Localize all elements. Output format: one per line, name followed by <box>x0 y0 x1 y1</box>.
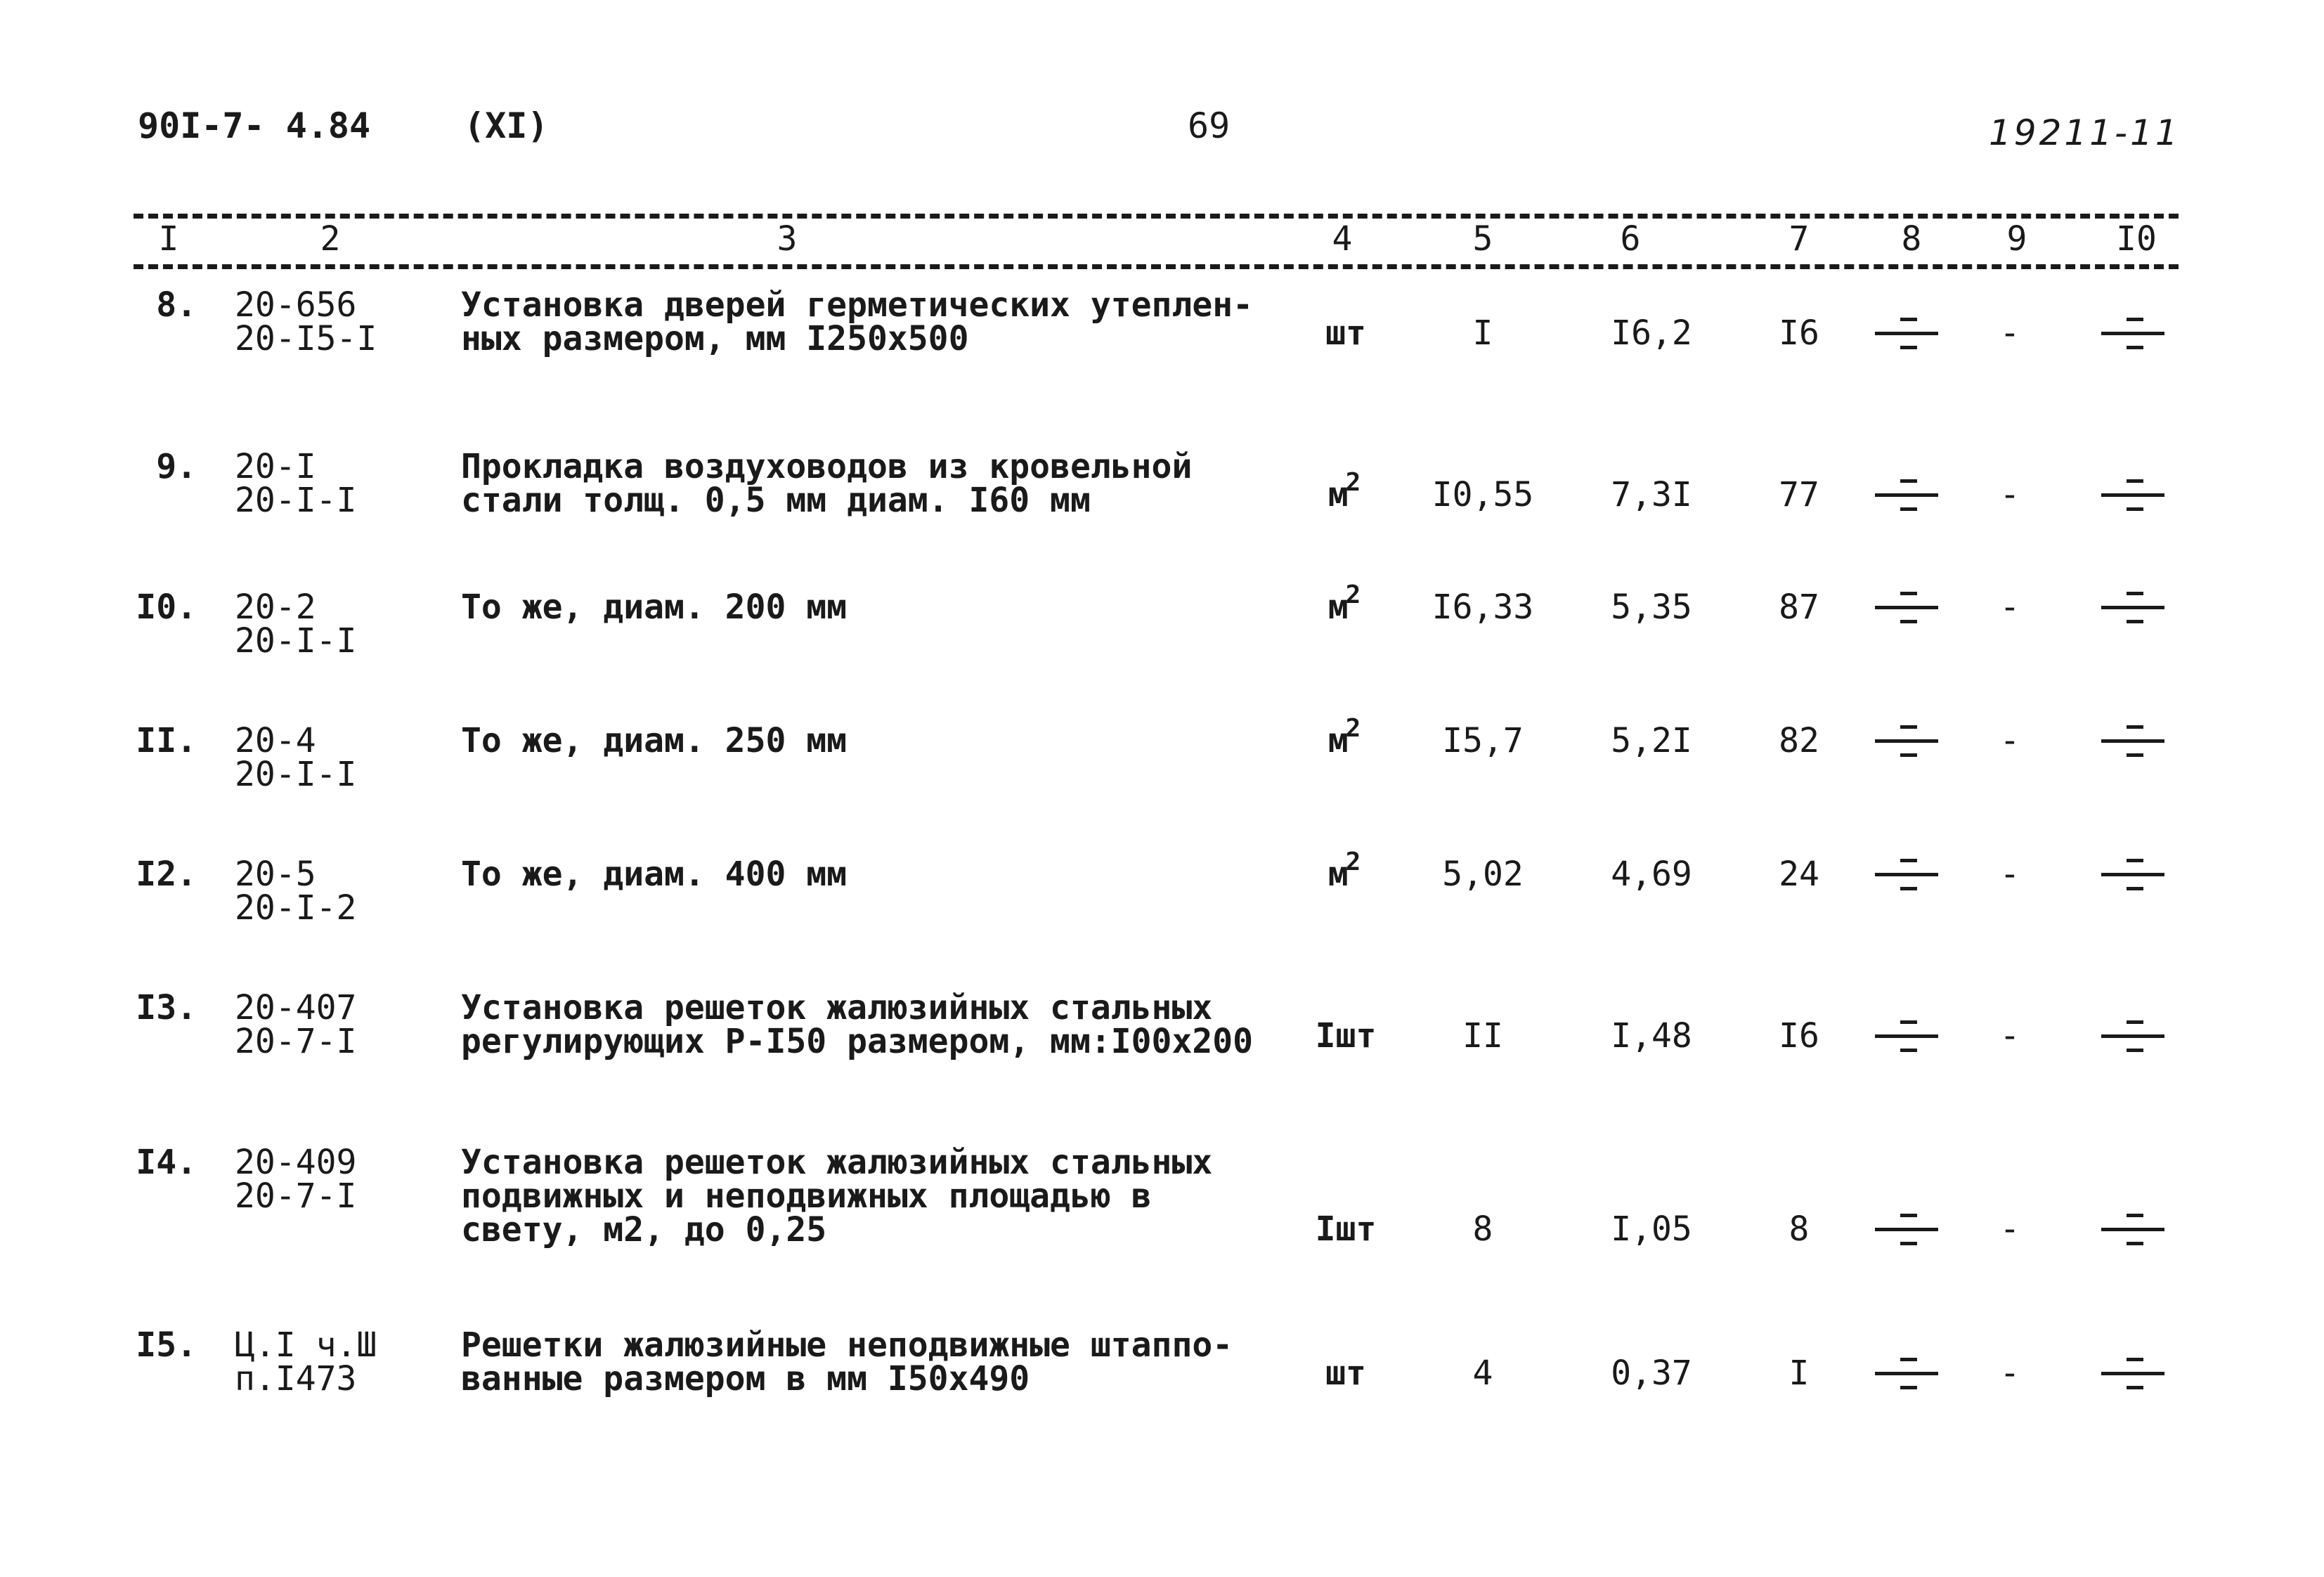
work-description: Прокладка воздуховодов из кровельной <box>461 447 1193 486</box>
estimate-code: 20-7-I <box>235 1176 357 1216</box>
column-number-1: I <box>158 219 179 259</box>
quantity: 8 <box>1472 1209 1493 1249</box>
ditto-stroke <box>2101 1228 2164 1231</box>
work-description: ванные размером в мм I50x490 <box>461 1359 1030 1398</box>
ditto-stroke <box>2127 1020 2143 1024</box>
ditto-stroke <box>2127 1049 2143 1052</box>
ditto-stroke <box>1875 873 1938 876</box>
quantity: 4 <box>1472 1354 1493 1393</box>
empty-value-dash: - <box>1999 475 2020 514</box>
ditto-stroke <box>1900 1049 1917 1052</box>
total-value: I6 <box>1779 313 1819 353</box>
ditto-stroke <box>2127 887 2143 890</box>
empty-value-dash: - <box>1999 588 2020 627</box>
ditto-stroke <box>1900 592 1917 595</box>
total-value: I6 <box>1779 1016 1819 1056</box>
estimate-code: 20-5 <box>235 855 316 894</box>
unit-of-measure <box>1293 1209 1398 1249</box>
unit-value: 0,37 <box>1611 1354 1692 1393</box>
work-description: То же, диам. 250 мм <box>461 721 848 760</box>
column-number-5: 5 <box>1472 219 1493 259</box>
ditto-stroke <box>2127 1214 2143 1217</box>
estimate-code: 20-I <box>235 447 316 486</box>
ditto-stroke <box>1875 1372 1938 1375</box>
estimate-code: 20-2 <box>235 588 316 627</box>
ditto-stroke <box>1875 1034 1938 1038</box>
ditto-mark <box>1875 586 1938 628</box>
column-number-10: I0 <box>2116 219 2157 259</box>
ditto-stroke <box>2101 1034 2164 1038</box>
unit-of-measure <box>1293 468 1398 515</box>
ditto-stroke <box>1900 346 1917 349</box>
ditto-stroke <box>2101 1372 2164 1375</box>
unit-label: Iшт <box>1315 1016 1377 1056</box>
unit-of-measure <box>1293 313 1398 353</box>
ditto-stroke <box>1900 1358 1917 1361</box>
ditto-stroke <box>2127 592 2143 595</box>
unit-value: 5,2I <box>1611 721 1692 760</box>
column-number-2: 2 <box>320 219 341 259</box>
quantity: I0,55 <box>1432 475 1534 514</box>
ditto-stroke <box>2101 332 2164 335</box>
unit-value: 5,35 <box>1611 588 1692 627</box>
work-description: То же, диам. 400 мм <box>461 855 848 894</box>
ditto-mark <box>1875 312 1938 354</box>
ditto-stroke <box>1900 887 1917 890</box>
row-number: 8. <box>156 285 197 325</box>
ditto-stroke <box>1900 725 1917 729</box>
table-header-top-rule <box>134 214 2179 219</box>
ditto-mark <box>2101 1208 2164 1250</box>
ditto-stroke <box>2127 725 2143 729</box>
ditto-mark <box>2101 853 2164 895</box>
unit-label: м <box>1327 721 1349 760</box>
ditto-stroke <box>2101 739 2164 743</box>
work-description: То же, диам. 200 мм <box>461 588 848 627</box>
ditto-mark <box>1875 1015 1938 1057</box>
ditto-stroke <box>2127 620 2143 623</box>
ditto-stroke <box>2127 479 2143 483</box>
row-number: I2. <box>136 855 197 894</box>
unit-value: I6,2 <box>1611 313 1692 353</box>
work-description: Установка решеток жалюзийных стальных <box>461 1143 1213 1182</box>
unit-of-measure <box>1293 580 1398 628</box>
document-section: (XI) <box>464 105 549 146</box>
ditto-stroke <box>2127 318 2143 321</box>
ditto-mark <box>1875 720 1938 762</box>
ditto-stroke <box>2127 753 2143 757</box>
ditto-mark <box>2101 720 2164 762</box>
ditto-stroke <box>2101 606 2164 609</box>
empty-value-dash: - <box>1999 1209 2020 1249</box>
estimate-code: п.I473 <box>235 1359 357 1398</box>
total-value: I <box>1789 1354 1810 1393</box>
ditto-stroke <box>1875 332 1938 335</box>
estimate-code: 20-656 <box>235 285 357 325</box>
unit-exponent: 2 <box>1345 468 1361 497</box>
work-description: свету, м2, до 0,25 <box>461 1210 827 1250</box>
row-number: I3. <box>136 988 197 1027</box>
column-number-6: 6 <box>1620 219 1641 259</box>
ditto-stroke <box>2127 1242 2143 1245</box>
ditto-mark <box>1875 1352 1938 1394</box>
empty-value-dash: - <box>1999 1354 2020 1393</box>
unit-value: 4,69 <box>1611 855 1692 894</box>
ditto-stroke <box>1900 318 1917 321</box>
unit-of-measure <box>1293 1354 1398 1393</box>
estimate-code: 20-409 <box>235 1143 357 1182</box>
archive-number: 19211-11 <box>1989 112 2181 153</box>
ditto-mark <box>2101 586 2164 628</box>
estimate-code: 20-407 <box>235 988 357 1027</box>
quantity: I6,33 <box>1432 588 1534 627</box>
unit-value: I,05 <box>1611 1209 1692 1249</box>
estimate-code: 20-I5-I <box>235 319 377 358</box>
unit-exponent: 2 <box>1345 714 1361 743</box>
ditto-stroke <box>1900 1214 1917 1217</box>
ditto-mark <box>2101 1015 2164 1057</box>
unit-label: Iшт <box>1315 1209 1377 1249</box>
empty-value-dash: - <box>1999 721 2020 760</box>
ditto-stroke <box>2101 873 2164 876</box>
ditto-stroke <box>2127 1386 2143 1389</box>
unit-label: м <box>1327 475 1349 514</box>
unit-value: I,48 <box>1611 1016 1692 1056</box>
work-description: ных размером, мм I250x500 <box>461 319 969 358</box>
row-number: 9. <box>156 447 197 486</box>
column-number-7: 7 <box>1789 219 1810 259</box>
ditto-mark <box>1875 474 1938 516</box>
ditto-stroke <box>1900 1386 1917 1389</box>
ditto-stroke <box>1875 1228 1938 1231</box>
empty-value-dash: - <box>1999 313 2020 353</box>
ditto-mark <box>2101 312 2164 354</box>
column-number-3: 3 <box>777 219 798 259</box>
ditto-stroke <box>1900 479 1917 483</box>
column-number-8: 8 <box>1901 219 1922 259</box>
total-value: 77 <box>1779 475 1819 514</box>
unit-label: шт <box>1325 313 1366 353</box>
work-description: подвижных и неподвижных площадью в <box>461 1176 1152 1216</box>
ditto-stroke <box>2127 859 2143 862</box>
page-number: 69 <box>1188 105 1231 146</box>
row-number: I5. <box>136 1325 197 1365</box>
empty-value-dash: - <box>1999 1016 2020 1056</box>
empty-value-dash: - <box>1999 855 2020 894</box>
row-number: I4. <box>136 1143 197 1182</box>
document-code: 90I-7- 4.84 <box>138 105 371 146</box>
quantity: I <box>1472 313 1493 353</box>
work-description: стали толщ. 0,5 мм диам. I60 мм <box>461 481 1091 520</box>
total-value: 87 <box>1779 588 1819 627</box>
estimate-code: 20-I-I <box>235 755 357 794</box>
ditto-stroke <box>2101 493 2164 497</box>
estimate-code: 20-I-I <box>235 481 357 520</box>
column-number-9: 9 <box>2006 219 2027 259</box>
ditto-stroke <box>2127 346 2143 349</box>
row-number: I0. <box>136 588 197 627</box>
ditto-stroke <box>1900 859 1917 862</box>
unit-of-measure <box>1293 848 1398 895</box>
ditto-stroke <box>1900 1242 1917 1245</box>
total-value: 82 <box>1779 721 1819 760</box>
estimate-code: 20-7-I <box>235 1022 357 1061</box>
work-description: Установка решеток жалюзийных стальных <box>461 988 1213 1027</box>
ditto-stroke <box>1875 739 1938 743</box>
ditto-stroke <box>1875 493 1938 497</box>
unit-of-measure <box>1293 1016 1398 1056</box>
ditto-stroke <box>1900 1020 1917 1024</box>
table-header-bottom-rule <box>134 264 2179 269</box>
estimate-code: 20-I-I <box>235 621 357 661</box>
ditto-stroke <box>1900 507 1917 511</box>
ditto-mark <box>1875 853 1938 895</box>
estimate-code: Ц.I ч.Ш <box>235 1325 377 1365</box>
ditto-stroke <box>2127 507 2143 511</box>
estimate-code: 20-4 <box>235 721 316 760</box>
unit-label: шт <box>1325 1354 1366 1393</box>
column-number-4: 4 <box>1332 219 1353 259</box>
quantity: II <box>1462 1016 1503 1056</box>
unit-of-measure <box>1293 714 1398 761</box>
ditto-mark <box>1875 1208 1938 1250</box>
estimate-code: 20-I-2 <box>235 888 357 928</box>
work-description: Решетки жалюзийные неподвижные штаппо- <box>461 1325 1233 1365</box>
ditto-stroke <box>1875 606 1938 609</box>
unit-label: м <box>1327 855 1349 894</box>
unit-label: м <box>1327 588 1349 627</box>
ditto-stroke <box>1900 753 1917 757</box>
work-description: Установка дверей герметических утеплен- <box>461 285 1254 325</box>
work-description: регулирующих Р-I50 размером, мм:I00x200 <box>461 1022 1254 1061</box>
unit-value: 7,3I <box>1611 475 1692 514</box>
ditto-stroke <box>2127 1358 2143 1361</box>
unit-exponent: 2 <box>1345 580 1361 609</box>
ditto-mark <box>2101 474 2164 516</box>
row-number: II. <box>136 721 197 760</box>
quantity: I5,7 <box>1442 721 1524 760</box>
ditto-mark <box>2101 1352 2164 1394</box>
quantity: 5,02 <box>1442 855 1524 894</box>
total-value: 8 <box>1789 1209 1810 1249</box>
total-value: 24 <box>1779 855 1819 894</box>
ditto-stroke <box>1900 620 1917 623</box>
unit-exponent: 2 <box>1345 848 1361 876</box>
